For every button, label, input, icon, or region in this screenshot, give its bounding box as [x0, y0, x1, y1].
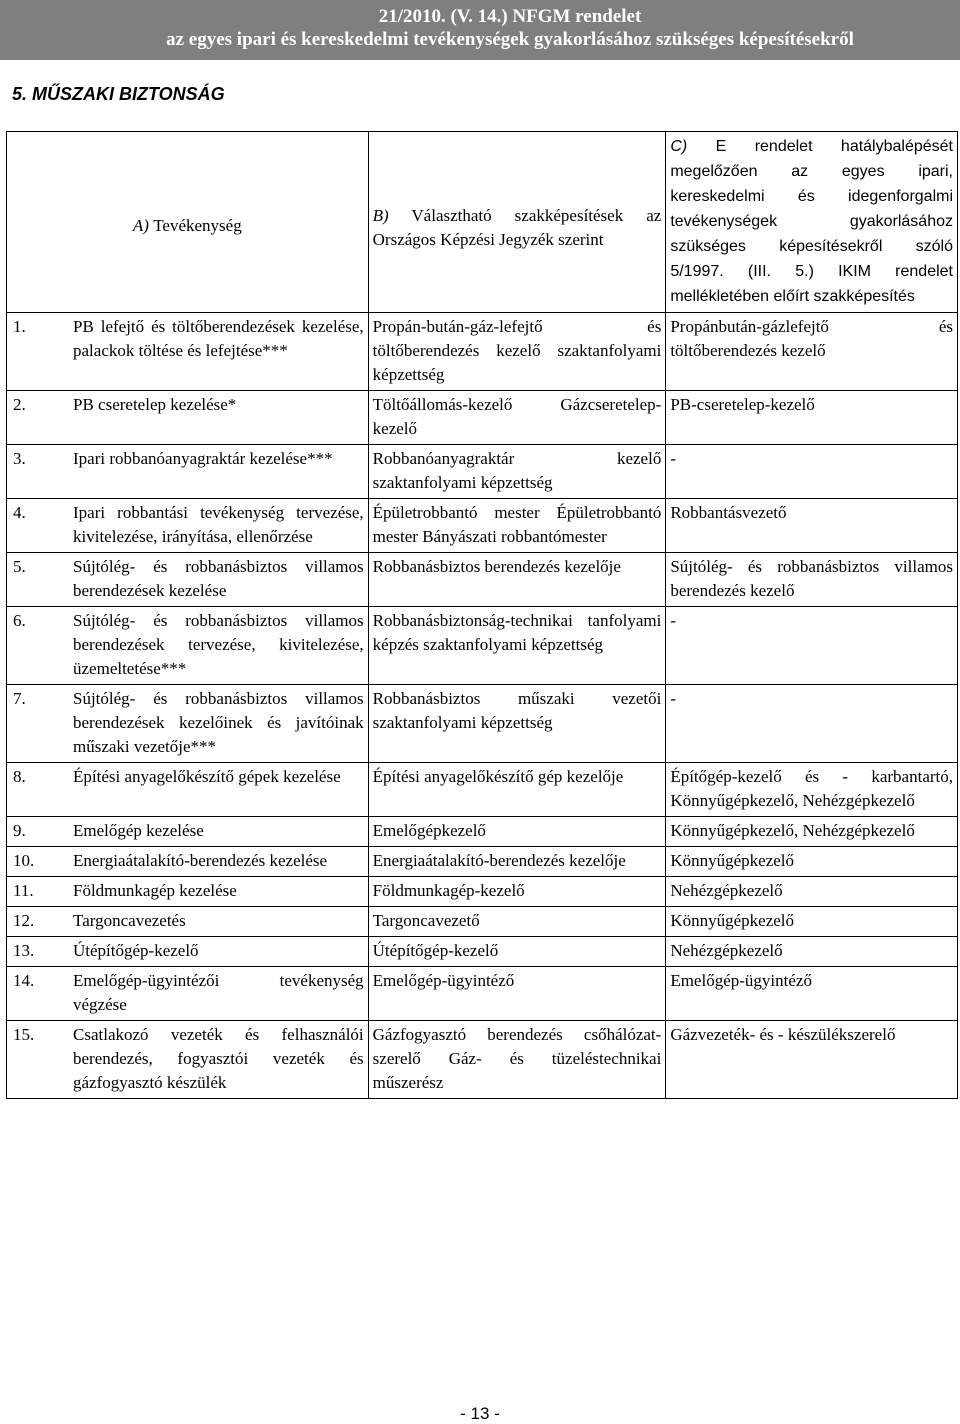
row-number: 11. — [13, 881, 34, 900]
activity-cell — [7, 1021, 369, 1099]
activity-cell — [7, 817, 369, 847]
activity-cell — [7, 847, 369, 877]
row-number: 14. — [13, 971, 35, 990]
table-row — [7, 685, 958, 763]
activity-text: Útépítőgép-kezelő — [73, 941, 199, 960]
previous-qualification-cell: Gázvezeték- és - készülékszerelő — [666, 1021, 958, 1099]
activity-text: Ipari robbantási tevékenység tervezése, kivitelezése, irányítása, ellenőrzése — [73, 503, 364, 546]
qualification-cell: Robbanóanyagraktár kezelő szaktanfolyami képzettség — [368, 445, 666, 499]
previous-qualification-cell: PB-cseretelep-kezelő — [666, 391, 958, 445]
qualification-cell: Robbanásbiztonság-technikai tanfolyami képzés szaktanfolyami képzettség — [368, 607, 666, 685]
qualification-cell: Targoncavezető — [368, 907, 666, 937]
header-b-label: B) — [372, 206, 389, 225]
qualification-cell: Robbanásbiztos berendezés kezelője — [368, 553, 666, 607]
activity-text: Ipari robbanóanyagraktár kezelése*** — [73, 449, 333, 468]
header-a-text: Tevékenység — [153, 216, 242, 235]
header-c-text: E rendelet hatálybalépését megelőzően az egyes ipari, kereskedelmi és idegenforgalmi tevékenységek gyakorlásához szükséges képesítésekről szóló 5/1997. (III. 5.) IKIM rendelet mellékletében előírt szakképesítés — [670, 138, 953, 305]
row-number: 12. — [13, 911, 35, 930]
row-number: 6. — [13, 611, 26, 630]
qualification-cell: Építési anyagelőkészítő gép kezelője — [368, 763, 666, 817]
qualification-table — [6, 131, 958, 1099]
activity-cell — [7, 937, 369, 967]
activity-text: PB lefejtő és töltőberendezések kezelése, palackok töltése és lefejtése*** — [73, 317, 364, 360]
table-header-row — [7, 132, 958, 313]
header-line-2: az egyes ipari és kereskedelmi tevékenységek gyakorlásához szükséges képesítésekről — [166, 29, 854, 50]
table-row — [7, 763, 958, 817]
previous-qualification-cell: Építőgép-kezelő és - karbantartó, Könnyűgépkezelő, Nehézgépkezelő — [666, 763, 958, 817]
table-row — [7, 817, 958, 847]
previous-qualification-cell: Nehézgépkezelő — [666, 877, 958, 907]
qualification-cell: Robbanásbiztos műszaki vezetői szaktanfolyami képzettség — [368, 685, 666, 763]
qualification-cell: Propán-bután-gáz-lefejtő és töltőberendezés kezelő szaktanfolyami képzettség — [368, 313, 666, 391]
activity-text: Sújtólég- és robbanásbiztos villamos berendezések tervezése, kivitelezése, üzemeltetése*** — [73, 611, 364, 678]
activity-text: Földmunkagép kezelése — [73, 881, 237, 900]
header-qualifications — [368, 132, 666, 313]
activity-cell — [7, 907, 369, 937]
table-row — [7, 553, 958, 607]
qualification-cell: Gázfogyasztó berendezés csőhálózat-szerelő Gáz- és tüzeléstechnikai műszerész — [368, 1021, 666, 1099]
document-header — [0, 0, 960, 60]
table-row — [7, 391, 958, 445]
activity-cell — [7, 499, 369, 553]
activity-text: Sújtólég- és robbanásbiztos villamos berendezések kezelőinek és javítóinak műszaki vezetője*** — [73, 689, 364, 756]
row-number: 8. — [13, 767, 26, 786]
header-activity — [7, 132, 369, 313]
activity-cell — [7, 553, 369, 607]
header-c-label: C) — [670, 138, 688, 155]
activity-text: Sújtólég- és robbanásbiztos villamos berendezések kezelése — [73, 557, 364, 600]
qualification-cell: Földmunkagép-kezelő — [368, 877, 666, 907]
row-number: 7. — [13, 689, 26, 708]
qualification-cell: Emelőgép-ügyintéző — [368, 967, 666, 1021]
row-number: 13. — [13, 941, 35, 960]
activity-text: Energiaátalakító-berendezés kezelése — [73, 851, 328, 870]
table-row — [7, 499, 958, 553]
activity-cell — [7, 607, 369, 685]
row-number: 2. — [13, 395, 26, 414]
table-row — [7, 907, 958, 937]
activity-text: Targoncavezetés — [73, 911, 186, 930]
previous-qualification-cell: Könnyűgépkezelő — [666, 847, 958, 877]
section-title: 5. MŰSZAKI BIZTONSÁG — [12, 84, 225, 104]
table-row — [7, 847, 958, 877]
table-row — [7, 1021, 958, 1099]
activity-cell — [7, 877, 369, 907]
header-line-1: 21/2010. (V. 14.) NFGM rendelet — [378, 6, 642, 27]
row-number: 1. — [13, 317, 26, 336]
page-number: - 13 - — [460, 1404, 500, 1423]
previous-qualification-cell: - — [666, 685, 958, 763]
previous-qualification-cell: Könnyűgépkezelő, Nehézgépkezelő — [666, 817, 958, 847]
table-row — [7, 445, 958, 499]
previous-qualification-cell: - — [666, 607, 958, 685]
header-a-label: A) — [132, 216, 149, 235]
header-b-text: Választható szakképesítések az Országos Képzési Jegyzék szerint — [372, 206, 662, 249]
activity-text: Csatlakozó vezeték és felhasználói berendezés, fogyasztói vezeték és gázfogyasztó készülék — [73, 1025, 364, 1092]
qualification-cell: Épületrobbantó mester Épületrobbantó mester Bányászati robbantómester — [368, 499, 666, 553]
previous-qualification-cell: Emelőgép-ügyintéző — [666, 967, 958, 1021]
activity-text: Emelőgép kezelése — [73, 821, 204, 840]
activity-cell — [7, 313, 369, 391]
qualification-cell: Útépítőgép-kezelő — [368, 937, 666, 967]
activity-cell — [7, 391, 369, 445]
header-previous-qualification — [666, 132, 958, 313]
table-row — [7, 967, 958, 1021]
qualification-cell: Töltőállomás-kezelő Gázcseretelep-kezelő — [368, 391, 666, 445]
table-row — [7, 877, 958, 907]
activity-cell — [7, 685, 369, 763]
previous-qualification-cell: Könnyűgépkezelő — [666, 907, 958, 937]
previous-qualification-cell: Robbantásvezető — [666, 499, 958, 553]
table-row — [7, 937, 958, 967]
qualification-cell: Energiaátalakító-berendezés kezelője — [368, 847, 666, 877]
previous-qualification-cell: Propánbután-gázlefejtő és töltőberendezés kezelő — [666, 313, 958, 391]
table-row — [7, 313, 958, 391]
activity-text: Építési anyagelőkészítő gépek kezelése — [73, 767, 341, 786]
row-number: 3. — [13, 449, 26, 468]
previous-qualification-cell: Sújtólég- és robbanásbiztos villamos berendezés kezelő — [666, 553, 958, 607]
row-number: 4. — [13, 503, 26, 522]
row-number: 5. — [13, 557, 26, 576]
row-number: 9. — [13, 821, 26, 840]
row-number: 10. — [13, 851, 35, 870]
previous-qualification-cell: Nehézgépkezelő — [666, 937, 958, 967]
activity-text: PB cseretelep kezelése* — [73, 395, 237, 414]
table-row — [7, 607, 958, 685]
row-number: 15. — [13, 1025, 35, 1044]
activity-cell — [7, 967, 369, 1021]
activity-cell — [7, 763, 369, 817]
activity-cell — [7, 445, 369, 499]
previous-qualification-cell: - — [666, 445, 958, 499]
activity-text: Emelőgép-ügyintézői tevékenység végzése — [73, 971, 364, 1014]
qualification-cell: Emelőgépkezelő — [368, 817, 666, 847]
